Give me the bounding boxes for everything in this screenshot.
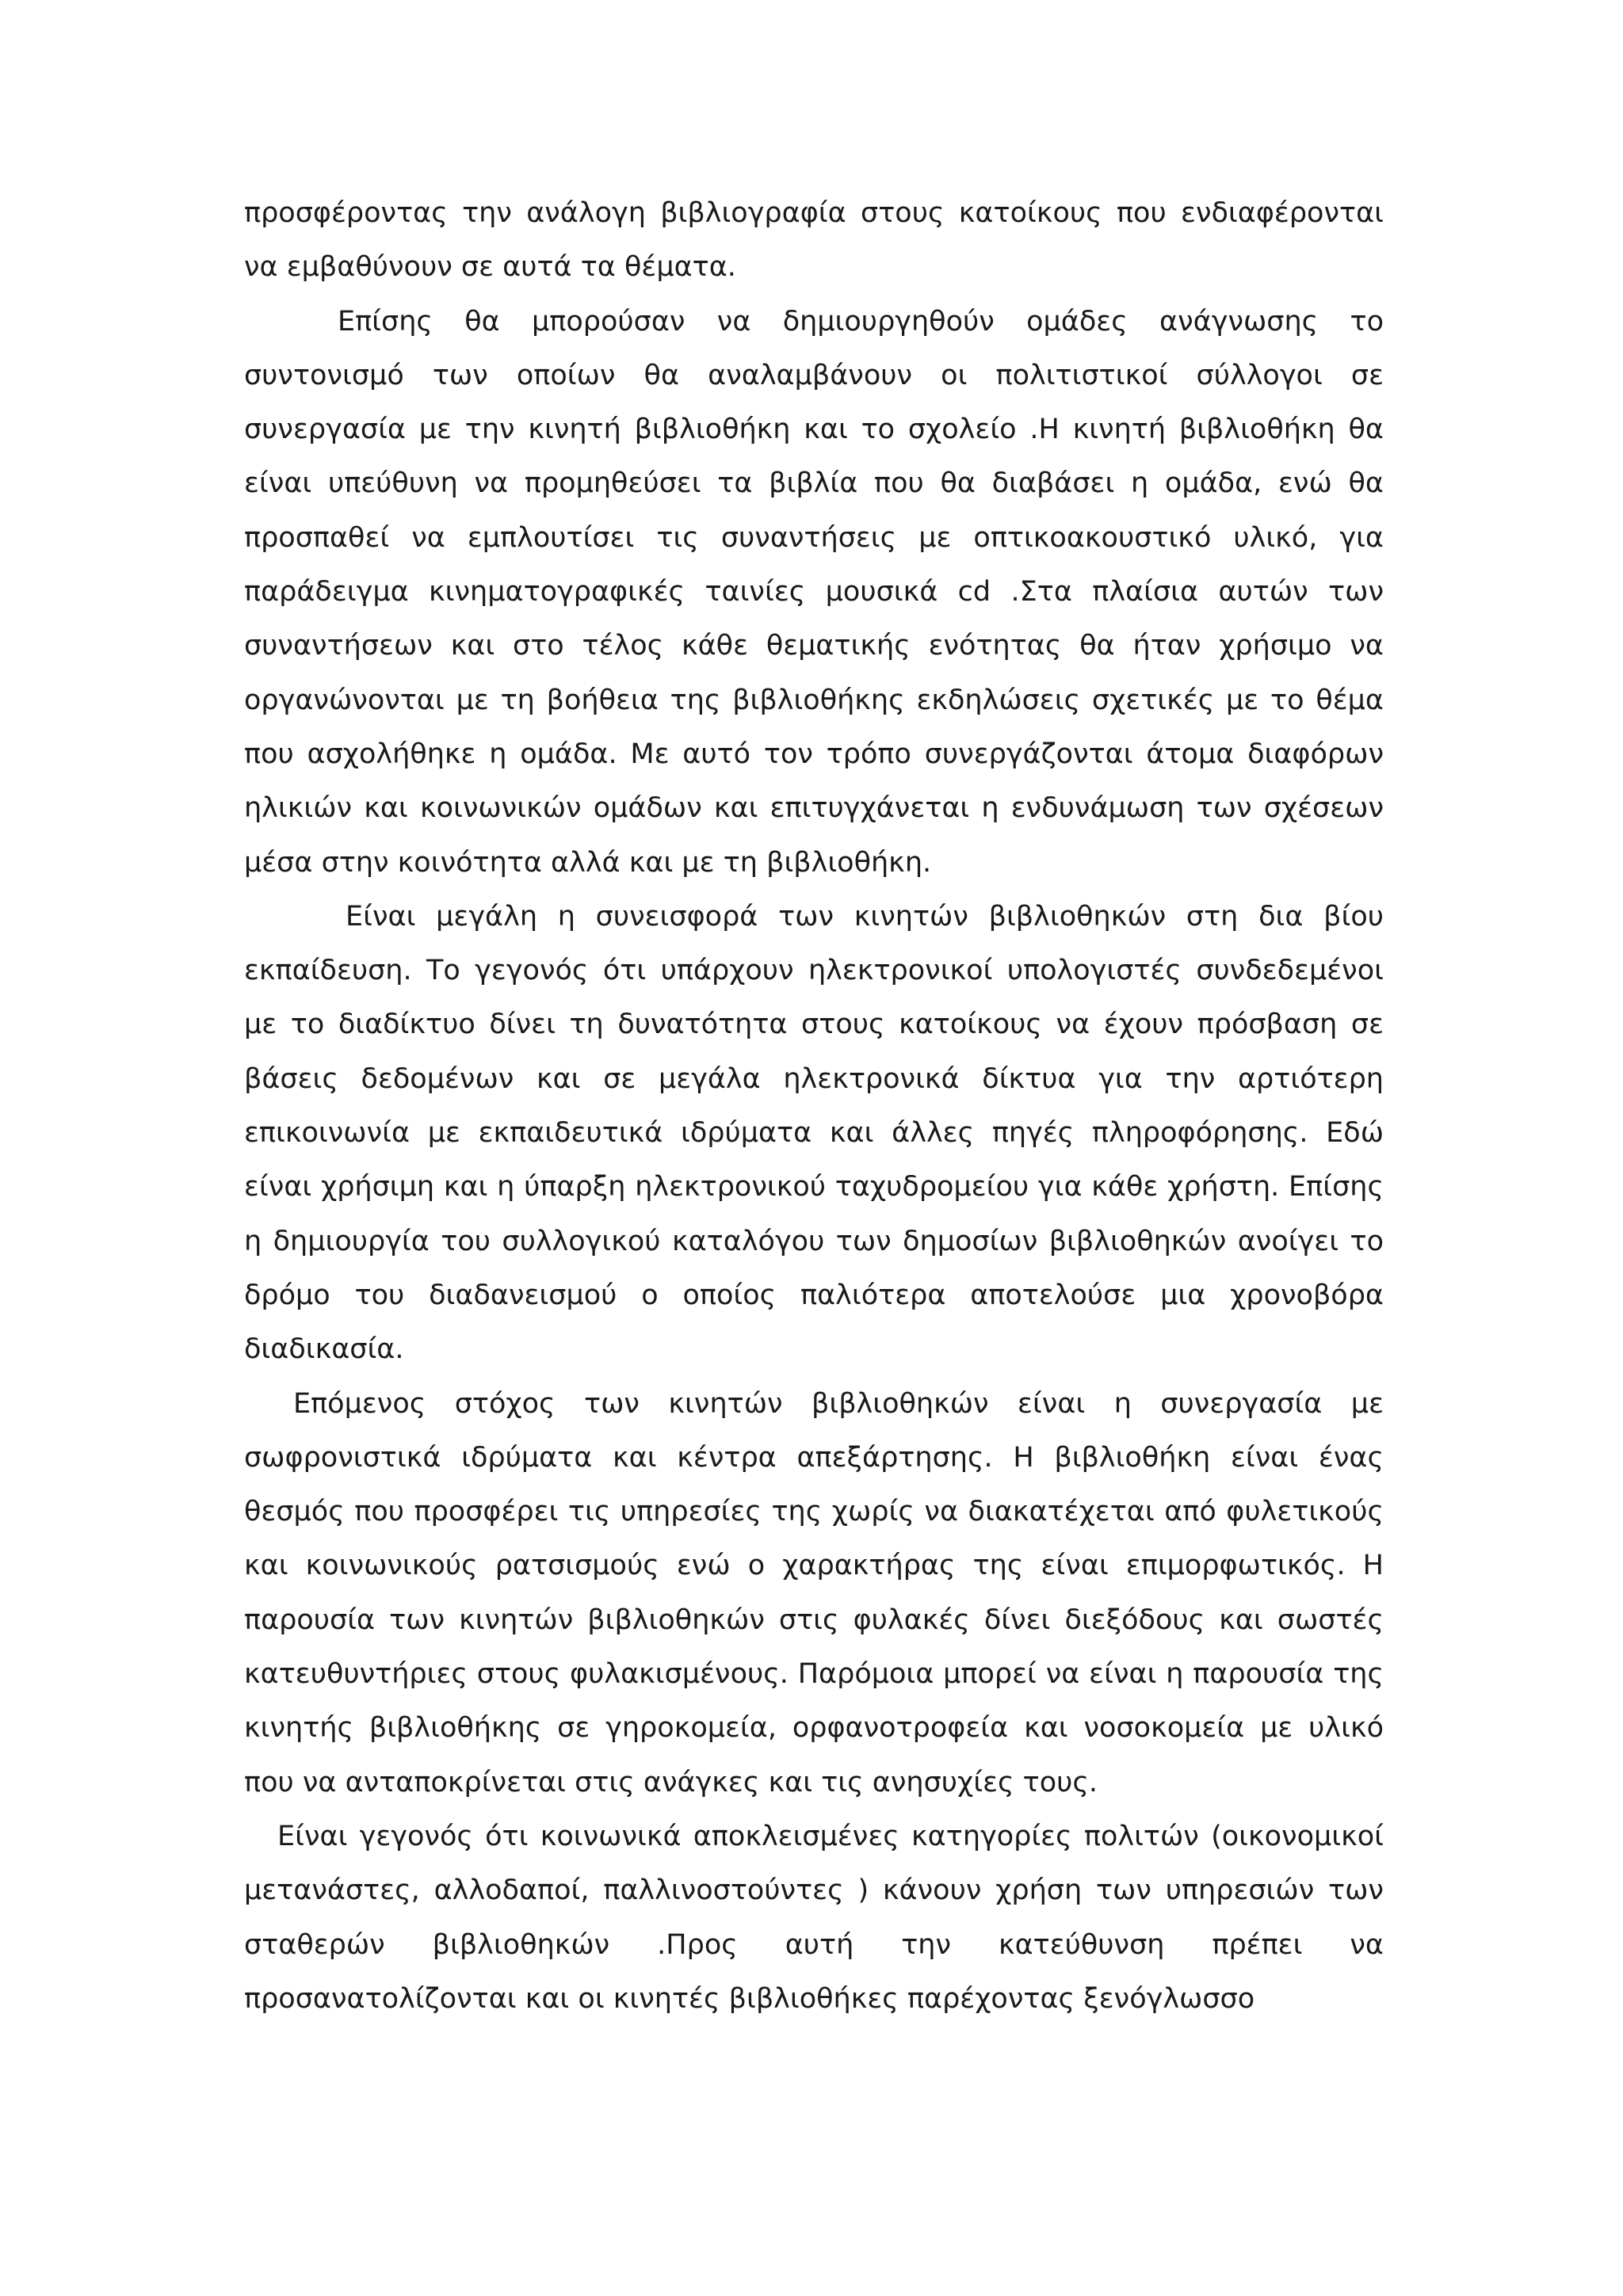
paragraph-4: Επόμενος στόχος των κινητών βιβλιοθηκών είναι η συνεργασία με σωφρονιστικά ιδρύματα και κέντρα απεξάρτησης. Η βιβλιοθήκη είναι ένας θεσμός που προσφέρει τις υπηρεσίες της χωρίς να διακατέχεται από φυλετικούς και κοινωνικούς ρατσισμούς ενώ ο χαρακτήρας της είναι επιμορφωτικός. Η παρουσία των κινητών βιβλιοθηκών στις φυλακές δίνει διεξόδους και σωστές κατευθυντήριες στους φυλακισμένους. Παρόμοια μπορεί να είναι η παρουσία της κινητής βιβλιοθήκης σε γηροκομεία, ορφανοτροφεία και νοσοκομεία με υλικό που να ανταποκρίνεται στις ανάγκες και τις ανησυχίες τους. (244, 1387, 1384, 1798)
paragraph-5: Είναι γεγονός ότι κοινωνικά αποκλεισμένες κατηγορίες πολιτών (οικονομικοί μετανάστες, αλλοδαποί, παλλινοστούντες ) κάνουν χρήση των υπηρεσιών των σταθερών βιβλιοθηκών .Προς αυτή την κατεύθυνση πρέπει να προσανατολίζονται και οι κινητές βιβλιοθήκες παρέχοντας ξενόγλωσσο (244, 1820, 1384, 2015)
paragraph-1: προσφέροντας την ανάλογη βιβλιογραφία στους κατοίκους που ενδιαφέρονται να εμβαθύνουν σε αυτά τα θέματα. (244, 197, 1384, 284)
document-body (244, 186, 1384, 2026)
paragraph-3: Είναι μεγάλη η συνεισφορά των κινητών βιβλιοθηκών στη δια βίου εκπαίδευση. Το γεγονός ότι υπάρχουν ηλεκτρονικοί υπολογιστές συνδεδεμένοι με το διαδίκτυο δίνει τη δυνατότητα στους κατοίκους να έχουν πρόσβαση σε βάσεις δεδομένων και σε μεγάλα ηλεκτρονικά δίκτυα για την αρτιότερη επικοινωνία με εκπαιδευτικά ιδρύματα και άλλες πηγές πληροφόρησης. Εδώ είναι χρήσιμη και η ύπαρξη ηλεκτρονικού ταχυδρομείου για κάθε χρήστη. Επίσης η δημιουργία του συλλογικού καταλόγου των δημοσίων βιβλιοθηκών ανοίγει το δρόμο του διαδανεισμού ο οποίος παλιότερα αποτελούσε μια χρονοβόρα διαδικασία. (244, 900, 1384, 1366)
paragraph-2: Επίσης θα μπορούσαν να δημιουργηθούν ομάδες ανάγνωσης το συντονισμό των οποίων θα αναλαμβάνουν οι πολιτιστικοί σύλλογοι σε συνεργασία με την κινητή βιβλιοθήκη και το σχολείο .Η κινητή βιβλιοθήκη θα είναι υπεύθυνη να προμηθεύσει τα βιβλία που θα διαβάσει η ομάδα, ενώ θα προσπαθεί να εμπλουτίσει τις συναντήσεις με οπτικοακουστικό υλικό, για παράδειγμα κινηματογραφικές ταινίες μουσικά cd .Στα πλαίσια αυτών των συναντήσεων και στο τέλος κάθε θεματικής ενότητας θα ήταν χρήσιμο να οργανώνονται με τη βοήθεια της βιβλιοθήκης εκδηλώσεις σχετικές με το θέμα που ασχολήθηκε η ομάδα. Με αυτό τον τρόπο συνεργάζονται άτομα διαφόρων ηλικιών και κοινωνικών ομάδων και επιτυγχάνεται η ενδυνάμωση των σχέσεων μέσα στην κοινότητα αλλά και με τη βιβλιοθήκη. (244, 305, 1384, 879)
